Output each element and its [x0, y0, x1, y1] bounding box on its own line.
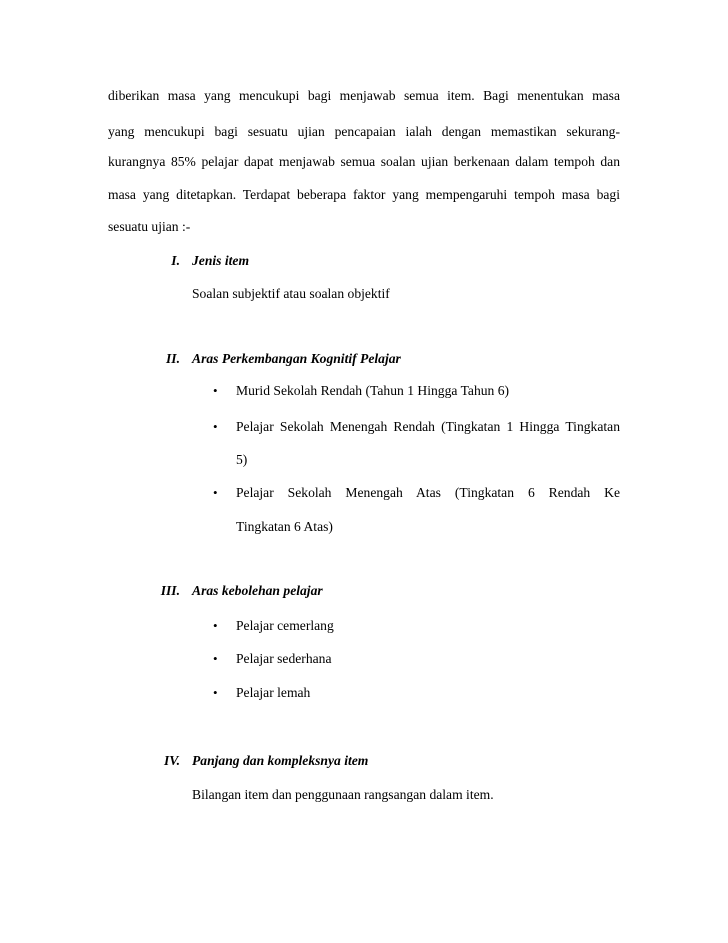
- factor-2-title: Aras Perkembangan Kognitif Pelajar: [192, 351, 401, 366]
- factor-4-title: Panjang dan kompleksnya item: [192, 753, 369, 768]
- bullet-icon: •: [213, 685, 218, 700]
- paragraph-line-4: masa yang ditetapkan. Terdapat beberapa faktor yang mempengaruhi tempoh masa bagi: [108, 187, 620, 202]
- bullet-icon: •: [213, 383, 218, 398]
- factor-2-bullet-3-line-1: Pelajar Sekolah Menengah Atas (Tingkatan 6 Rendah Ke: [236, 485, 620, 500]
- factor-1-title: Jenis item: [192, 253, 250, 268]
- factor-2-bullet-2-line-1: Pelajar Sekolah Menengah Rendah (Tingkatan 1 Hingga Tingkatan: [236, 419, 620, 434]
- paragraph-line-1: diberikan masa yang mencukupi bagi menjawab semua item. Bagi menentukan masa: [108, 88, 620, 103]
- paragraph-line-2: yang mencukupi bagi sesuatu ujian pencapaian ialah dengan memastikan sekurang-: [108, 124, 620, 139]
- factor-1-description: Soalan subjektif atau soalan objektif: [192, 286, 390, 301]
- bullet-icon: •: [213, 485, 218, 500]
- factor-2-bullet-3-line-2: Tingkatan 6 Atas): [236, 519, 333, 534]
- paragraph-line-5: sesuatu ujian :-: [108, 219, 191, 234]
- factor-3-bullet-1: Pelajar cemerlang: [236, 618, 334, 633]
- factor-2-numeral: II.: [166, 351, 180, 366]
- factor-3-numeral: III.: [160, 583, 180, 598]
- bullet-icon: •: [213, 651, 218, 666]
- factor-3-bullet-3: Pelajar lemah: [236, 685, 311, 700]
- factor-3-title: Aras kebolehan pelajar: [192, 583, 323, 598]
- paragraph-line-3: kurangnya 85% pelajar dapat menjawab semua soalan ujian berkenaan dalam tempoh dan: [108, 154, 620, 169]
- factor-1-numeral: I.: [171, 253, 180, 268]
- bullet-icon: •: [213, 419, 218, 434]
- factor-4-numeral: IV.: [163, 753, 180, 768]
- factor-3-bullet-2: Pelajar sederhana: [236, 651, 332, 666]
- bullet-icon: •: [213, 618, 218, 633]
- factor-4-description: Bilangan item dan penggunaan rangsangan dalam item.: [192, 787, 494, 802]
- factor-2-bullet-2-line-2: 5): [236, 452, 248, 467]
- factor-2-bullet-1: Murid Sekolah Rendah (Tahun 1 Hingga Tahun 6): [236, 383, 510, 398]
